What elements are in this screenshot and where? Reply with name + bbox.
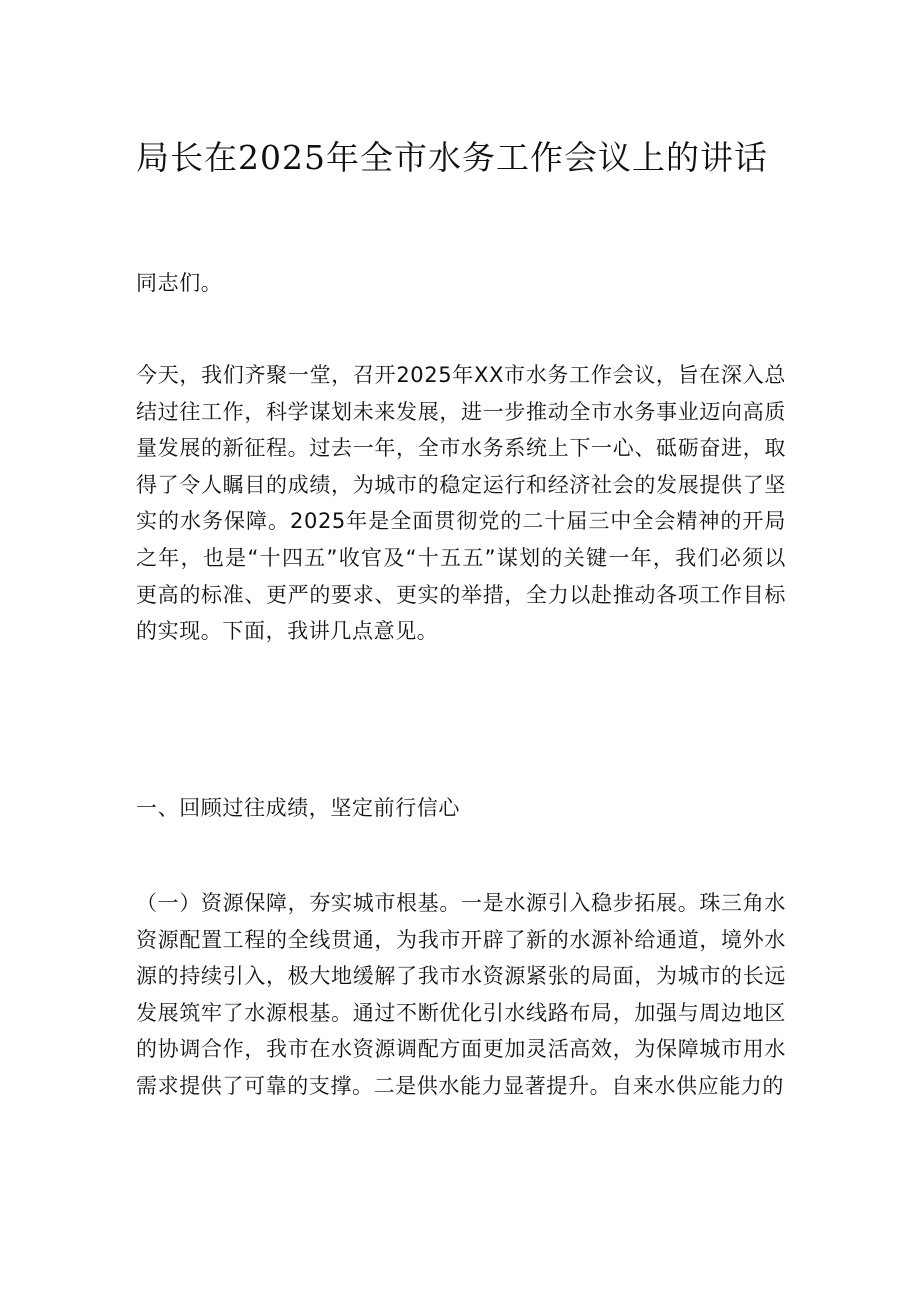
section-heading: 一、回顾过往成绩，坚定前行信心 <box>136 796 460 820</box>
body-paragraph: （一）资源保障，夯实城市根基。一是水源引入稳步拓展。珠三角水资源配置工程的全线贯通，为我市开辟了新的水源补给通道，境外水源的持续引入，极大地缓解了我市水资源紧张的局面，为城市的长远发展筑牢了水源根基。通过不断优化引水线路布局，加强与周边地区的协调合作，我市在水资源调配方面更加灵活高效，为保障城市用水需求提供了可靠的支撑。二是供水能力显著提升。自来水供应能力的 <box>136 891 786 1098</box>
salutation: 同志们。 <box>136 271 223 295</box>
document-title: 局长在2025年全市水务工作会议上的讲话 <box>136 138 768 177</box>
opening-paragraph: 今天，我们齐聚一堂，召开2025年XX市水务工作会议，旨在深入总结过往工作，科学谋划未来发展，进一步推动全市水务事业迈向高质量发展的新征程。过去一年，全市水务系统上下一心、砥砺奋进，取得了令人瞩目的成绩，为城市的稳定运行和经济社会的发展提供了坚实的水务保障。2025年是全面贯彻党的二十届三中全会精神的开局之年，也是“十四五”收官及“十五五”谋划的关键一年，我们必须以更高的标准、更严的要求、更实的举措，全力以赴推动各项工作目标的实现。下面，我讲几点意见。 <box>136 363 786 644</box>
